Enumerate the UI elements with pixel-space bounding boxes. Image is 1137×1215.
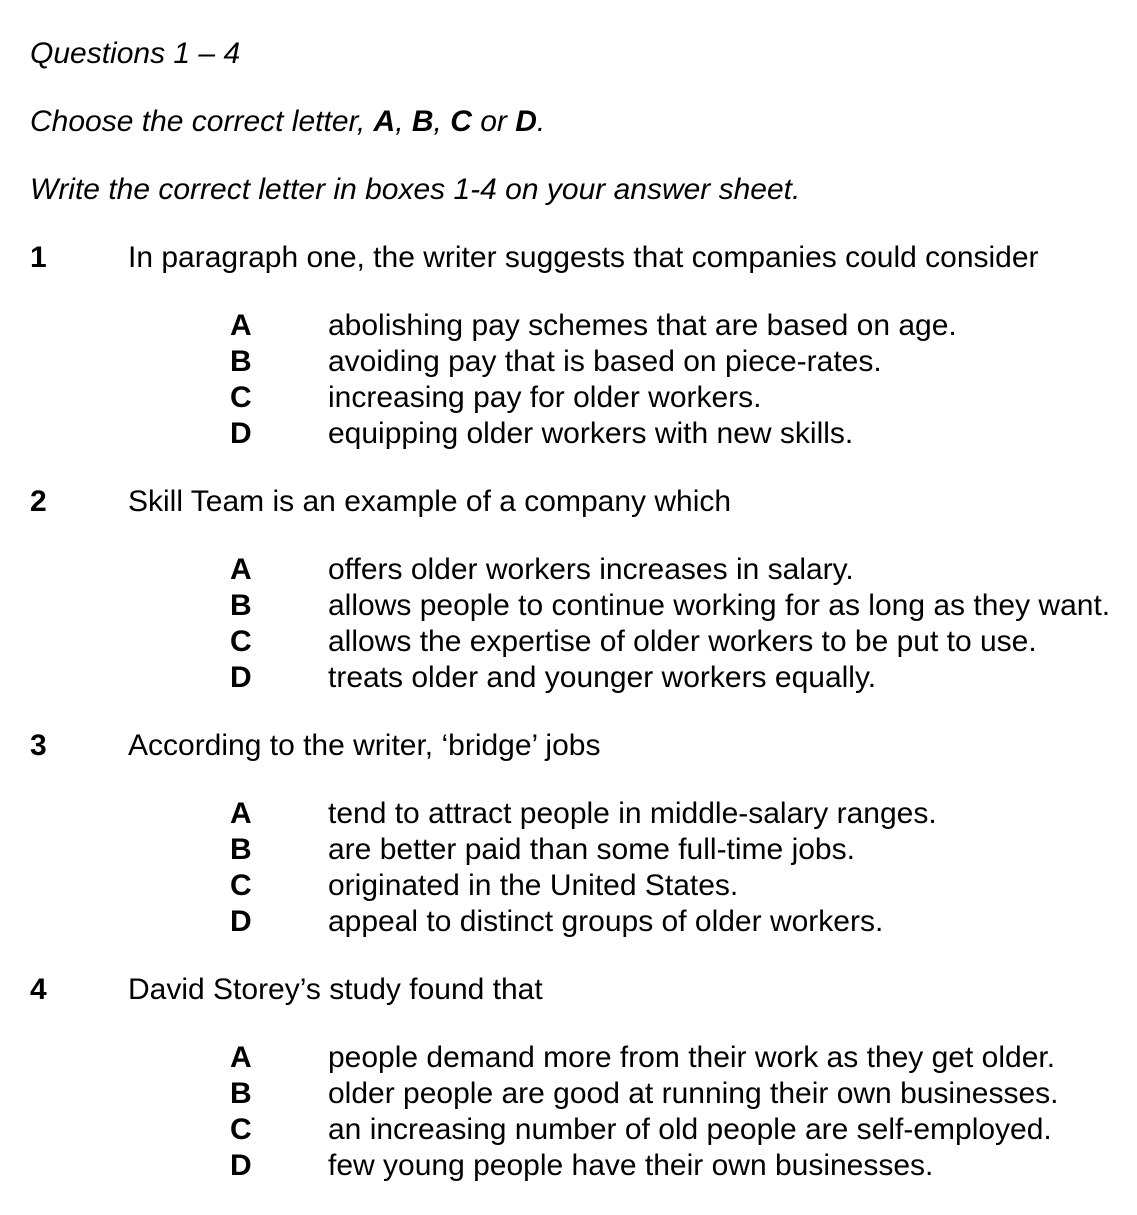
option-row-a [30,796,1129,832]
choice-letter-c: C [450,105,472,138]
question-block-3 [30,728,1129,940]
option-row-a [30,1040,1129,1076]
option-text: originated in the United States. [328,869,739,902]
option-letter: A [230,1041,252,1074]
option-letter: B [230,589,252,622]
instruction-text: , [395,105,412,138]
options-list [30,796,1129,940]
choice-letter-a: A [373,105,396,138]
option-text: are better paid than some full-time jobs. [328,833,855,866]
option-row-d [30,660,1129,696]
option-letter: B [230,1077,252,1110]
option-row-d [30,1148,1129,1184]
option-text: tend to attract people in middle-salary ranges. [328,797,937,830]
question-stem-row [30,240,1129,276]
option-text: equipping older workers with new skills. [328,417,854,450]
option-text: an increasing number of old people are self-employed. [328,1113,1052,1146]
option-row-b [30,1076,1129,1112]
option-text: offers older workers increases in salary. [328,553,854,586]
option-text: increasing pay for older workers. [328,381,762,414]
option-row-d [30,904,1129,940]
question-block-2 [30,484,1129,696]
option-text: avoiding pay that is based on piece-rates. [328,345,882,378]
question-number: 2 [30,485,47,518]
option-letter: B [230,345,252,378]
option-text: allows people to continue working for as long as they want. [328,589,1111,622]
option-text: allows the expertise of older workers to be put to use. [328,625,1037,658]
option-row-b [30,588,1129,624]
option-text: appeal to distinct groups of older workers. [328,905,884,938]
option-row-c [30,624,1129,660]
question-stem: David Storey’s study found that [128,973,543,1006]
option-letter: C [230,1113,252,1146]
question-stem: Skill Team is an example of a company which [128,485,732,518]
option-letter: A [230,553,252,586]
question-stem-row [30,728,1129,764]
option-text: abolishing pay schemes that are based on age. [328,309,957,342]
option-letter: C [230,625,252,658]
option-letter: D [230,1149,252,1182]
option-row-a [30,308,1129,344]
choice-letter-d: D [515,105,537,138]
option-text: people demand more from their work as they get older. [328,1041,1056,1074]
question-stem: In paragraph one, the writer suggests that companies could consider [128,241,1039,274]
option-text: older people are good at running their own businesses. [328,1077,1059,1110]
question-block-4 [30,972,1129,1184]
question-number: 3 [30,729,47,762]
options-list [30,1040,1129,1184]
question-stem-row [30,972,1129,1008]
option-row-b [30,344,1129,380]
option-letter: A [230,309,252,342]
option-letter: B [230,833,252,866]
option-row-c [30,1112,1129,1148]
instruction-text: . [536,105,546,138]
question-block-1 [30,240,1129,452]
questions-range-heading: Questions 1 – 4 [30,37,241,70]
question-stem: According to the writer, ‘bridge’ jobs [128,729,601,762]
instruction-text: , [433,105,451,138]
instruction-text: Choose the correct letter, [30,105,374,138]
option-letter: A [230,797,252,830]
option-letter: C [230,869,252,902]
options-list [30,308,1129,452]
option-letter: D [230,661,252,694]
choose-letter-instruction [30,104,1129,140]
option-row-c [30,868,1129,904]
question-stem-row [30,484,1129,520]
option-letter: C [230,381,252,414]
instruction-text: or [471,105,516,138]
choice-letter-b: B [411,105,434,138]
option-row-d [30,416,1129,452]
option-letter: D [230,417,252,450]
options-list [30,552,1129,696]
question-number: 1 [30,241,47,274]
option-text: few young people have their own businesses. [328,1149,934,1182]
option-letter: D [230,905,252,938]
write-answer-instruction: Write the correct letter in boxes 1-4 on your answer sheet. [30,173,801,206]
option-row-a [30,552,1129,588]
option-row-c [30,380,1129,416]
question-number: 4 [30,973,47,1006]
option-text: treats older and younger workers equally. [328,661,877,694]
option-row-b [30,832,1129,868]
